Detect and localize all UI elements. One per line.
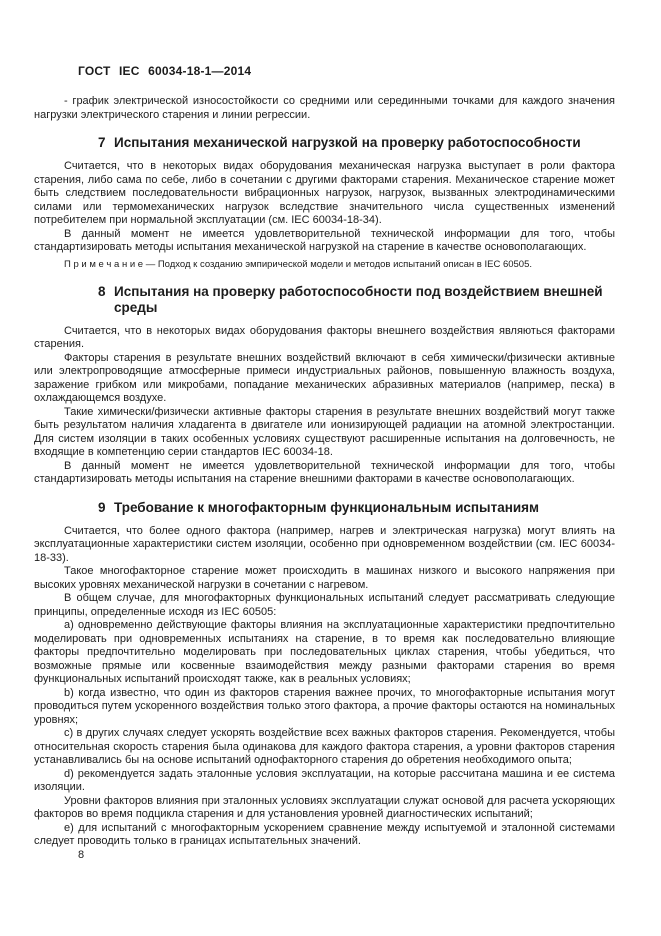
section-9-title: Требование к многофакторным функциональным испытаниям bbox=[114, 499, 540, 515]
section-heading-7 bbox=[98, 135, 615, 151]
section-8-title: Испытания на проверку работоспособности под воздействием внешней среды bbox=[114, 283, 603, 315]
section-9-paragraph-1: Считается, что более одного фактора (например, нагрев и электрическая нагрузка) могут влиять на эксплуатационные характеристики систем изоляции, особенно при одновременном воздействии (см. IEC 60034-18-33). bbox=[34, 524, 615, 564]
section-9-list-item-c: c) в других случаях следует ускорять воздействие всех важных факторов старения. Рекомендуется, чтобы относительная скорость старения была одинакова для каждого фактора старения, а уровни факторов старения устанавливались бы на основе испытаний однофакторного старения до обретения необходимого опыта; bbox=[34, 727, 615, 766]
page-content bbox=[34, 95, 615, 849]
section-8-number: 8 bbox=[98, 283, 106, 299]
section-9-paragraph-2: Такое многофакторное старение может происходить в машинах низкого и высокого напряжения при высоких уровнях механической нагрузки в сочетании с нагревом. bbox=[34, 565, 615, 591]
section-8-paragraph-3: Такие химически/физически активные факторы старения в результате внешних воздействий могут также быть результатом наличия хладагента в двигателе или ионизирующей радиации на атомной электростанции. Для систем изоляции в таких особенных условиях существуют расширенные испытания на долговечность, не входящие в компетенцию серии стандартов IEC 60034-18. bbox=[34, 405, 615, 458]
section-9-number: 9 bbox=[98, 499, 106, 515]
section-8-paragraph-4: В данный момент не имеется удовлетворительной технической информации для того, чтобы стандартизировать методы испытания на старение внешними факторами в качестве основополагающих. bbox=[34, 459, 615, 485]
section-9-paragraph-3: В общем случае, для многофакторных функциональных испытаний следует рассматривать следующие принципы, определенные исходя из IEC 60505: bbox=[34, 592, 615, 618]
section-9-list-item-a: a) одновременно действующие факторы влияния на эксплуатационные характеристики предпочтительно моделировать при одновременных испытаниях на старение, в то время как последовательно влияющие факторы предпочтительно моделировать при последовательных циклах старения, чтобы убедиться, что возможные прямые или косвенные взаимодействия между разными факторами старения во время функциональных испытаний происходят также, как в реальных условиях; bbox=[34, 619, 615, 685]
section-8-paragraph-2: Факторы старения в результате внешних воздействий включают в себя химически/физически активные или электропроводящие атмосферные примеси индустриальных районов, повышенную влажность воздуха, заражение грибком или микробами, попадание механических абразивных материалов (например, песка) в охлаждающемся воздухе. bbox=[34, 351, 615, 404]
section-7-paragraph-1: Считается, что в некоторых видах оборудования механическая нагрузка выступает в роли фактора старения, либо сама по себе, либо в сочетании с другими факторами старения. Механическое старение может быть следствием последовательности вибрационных нагрузок, нагрузок, вызванных электродинамическими силами или термомеханических нагрузок вследствие значительного числа существенных изменений потребителем при нормальной эксплуатации (см. IEC 60034-18-34). bbox=[34, 160, 615, 226]
section-8-paragraph-1: Считается, что в некоторых видах оборудования факторы внешнего воздействия являються факторами старения. bbox=[34, 324, 615, 350]
section-9-list-item-b: b) когда известно, что один из факторов старения важнее прочих, то многофакторные испытания могут проводиться путем ускоренного воздействия только этого фактора, а прочие факторы остаются на номинальных уровнях; bbox=[34, 686, 615, 726]
section-heading-8 bbox=[98, 284, 615, 316]
section-heading-9 bbox=[98, 500, 615, 516]
section-7-note: П р и м е ч а н и е — Подход к созданию эмпирической модели и методов испытаний описан в IEC 60505. bbox=[64, 258, 533, 270]
list-item-regression-graph: - график электрической износостойкости со средними или серединными точками для каждого значения нагрузки электрического старения и линии регрессии. bbox=[34, 95, 615, 121]
section-7-number: 7 bbox=[98, 135, 106, 150]
section-9-paragraph-4: Уровни факторов влияния при эталонных условиях эксплуатации служат основой для расчета ускоряющих факторов во время подцикла старения и для установления уровней диагностических испытаний; bbox=[34, 794, 615, 820]
section-7-paragraph-2: В данный момент не имеется удовлетворительной технической информации для того, чтобы стандартизировать методы испытания механической нагрузкой на старение в качестве основополагающих. bbox=[34, 227, 615, 253]
section-7-title: Испытания механической нагрузкой на проверку работоспособности bbox=[114, 135, 581, 150]
page-number: 8 bbox=[78, 849, 85, 861]
section-9-list-item-d: d) рекомендуется задать эталонные условия эксплуатации, на которые рассчитана машина и ее система изоляции. bbox=[34, 767, 615, 793]
section-9-list-item-e: e) для испытаний с многофакторным ускорением сравнение между испытуемой и эталонной системами следует проводить только в границах испытательных значений. bbox=[34, 821, 615, 847]
document-header: ГОСТ IEC 60034-18-1—2014 bbox=[78, 64, 252, 78]
